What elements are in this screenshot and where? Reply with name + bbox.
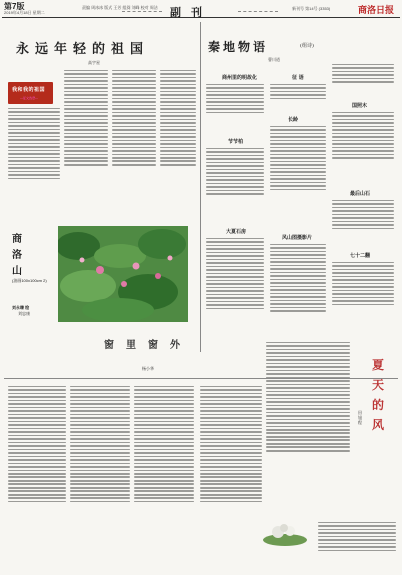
essay-body-col1 — [8, 384, 66, 570]
poem-heading: 七十二翻 — [350, 253, 371, 259]
painting-title: 商洛山 — [12, 234, 29, 277]
poem-heading: 征 语 — [292, 75, 304, 81]
paper-title: 商洛日报 — [357, 6, 394, 16]
essay-body-col3 — [134, 384, 194, 570]
poem-heading: 国照木 — [352, 103, 368, 109]
poem-body — [206, 146, 264, 224]
essay-body-col4 — [200, 384, 262, 570]
flower-illustration — [260, 520, 310, 548]
badge-label: 我和我的祖国 — [12, 87, 46, 93]
section-name: 副刊 — [170, 6, 212, 19]
page-date: 2019年4月18日 星期二 — [4, 10, 45, 15]
poem-heading: 风山图摄影片 — [282, 235, 313, 241]
painting-medium: (油画100x100cm 2) — [12, 278, 47, 283]
article-title-qin-land: 秦地物语 — [208, 40, 269, 54]
page-header — [2, 1, 400, 18]
article1-body-col2 — [64, 68, 108, 220]
poem-body — [270, 242, 326, 352]
essay-body-col5 — [266, 340, 350, 516]
poem-body — [332, 110, 394, 188]
editor-credits: 责编 周冰冰 版式 王芳 组阅 刘峰 校对 周洁 — [82, 5, 158, 10]
poem-heading: 大夏石房 — [226, 229, 247, 235]
paper-issue-number: 新刊号 第14号 (3353) — [292, 6, 331, 11]
poem-heading: 节节柏 — [228, 139, 244, 145]
article1-body-col4 — [160, 68, 196, 220]
painting-author-name: 刘忠康 — [18, 311, 30, 316]
badge-sub: —征文选登— — [20, 96, 39, 100]
poem-heading: 长龄 — [288, 117, 299, 123]
essay-title-summer-wind: 夏天的风 — [372, 358, 385, 432]
essay-body-col6 — [318, 520, 396, 570]
essay-body-col2 — [70, 384, 130, 570]
article-title-young-motherland: 永远年轻的祖国 — [16, 42, 150, 57]
article-subtitle: (组诗) — [300, 43, 314, 49]
lotus-pond-painting — [58, 226, 188, 322]
poem-body — [270, 124, 326, 228]
poem-body — [270, 82, 326, 112]
article1-body-col3 — [112, 68, 156, 220]
essay-column-badge — [8, 82, 53, 104]
poem-body — [206, 236, 264, 352]
page-number: 第7版 — [4, 2, 25, 11]
essay-author: 杨小华 — [142, 366, 154, 371]
article-author: 曹川道 — [268, 57, 280, 62]
poem-body — [206, 82, 264, 132]
lotus-pond-illustration — [58, 226, 188, 322]
poem-body — [332, 260, 394, 332]
poem-body — [332, 198, 394, 250]
column-divider — [200, 22, 201, 352]
painting-author: 刘永臻 绘 — [12, 305, 30, 310]
article-author: 高宇星 — [88, 60, 100, 65]
article1-body-col1 — [8, 106, 60, 220]
essay-title-window: 窗里窗外 — [104, 340, 192, 351]
poem-heading: 最后山石 — [350, 191, 371, 197]
poem-heading: 商州里的明故化 — [222, 75, 258, 81]
section-rule-left — [122, 11, 162, 12]
essay-author: 田旭程 — [358, 410, 362, 425]
section-rule-right — [238, 11, 278, 12]
poem-body — [332, 62, 394, 98]
